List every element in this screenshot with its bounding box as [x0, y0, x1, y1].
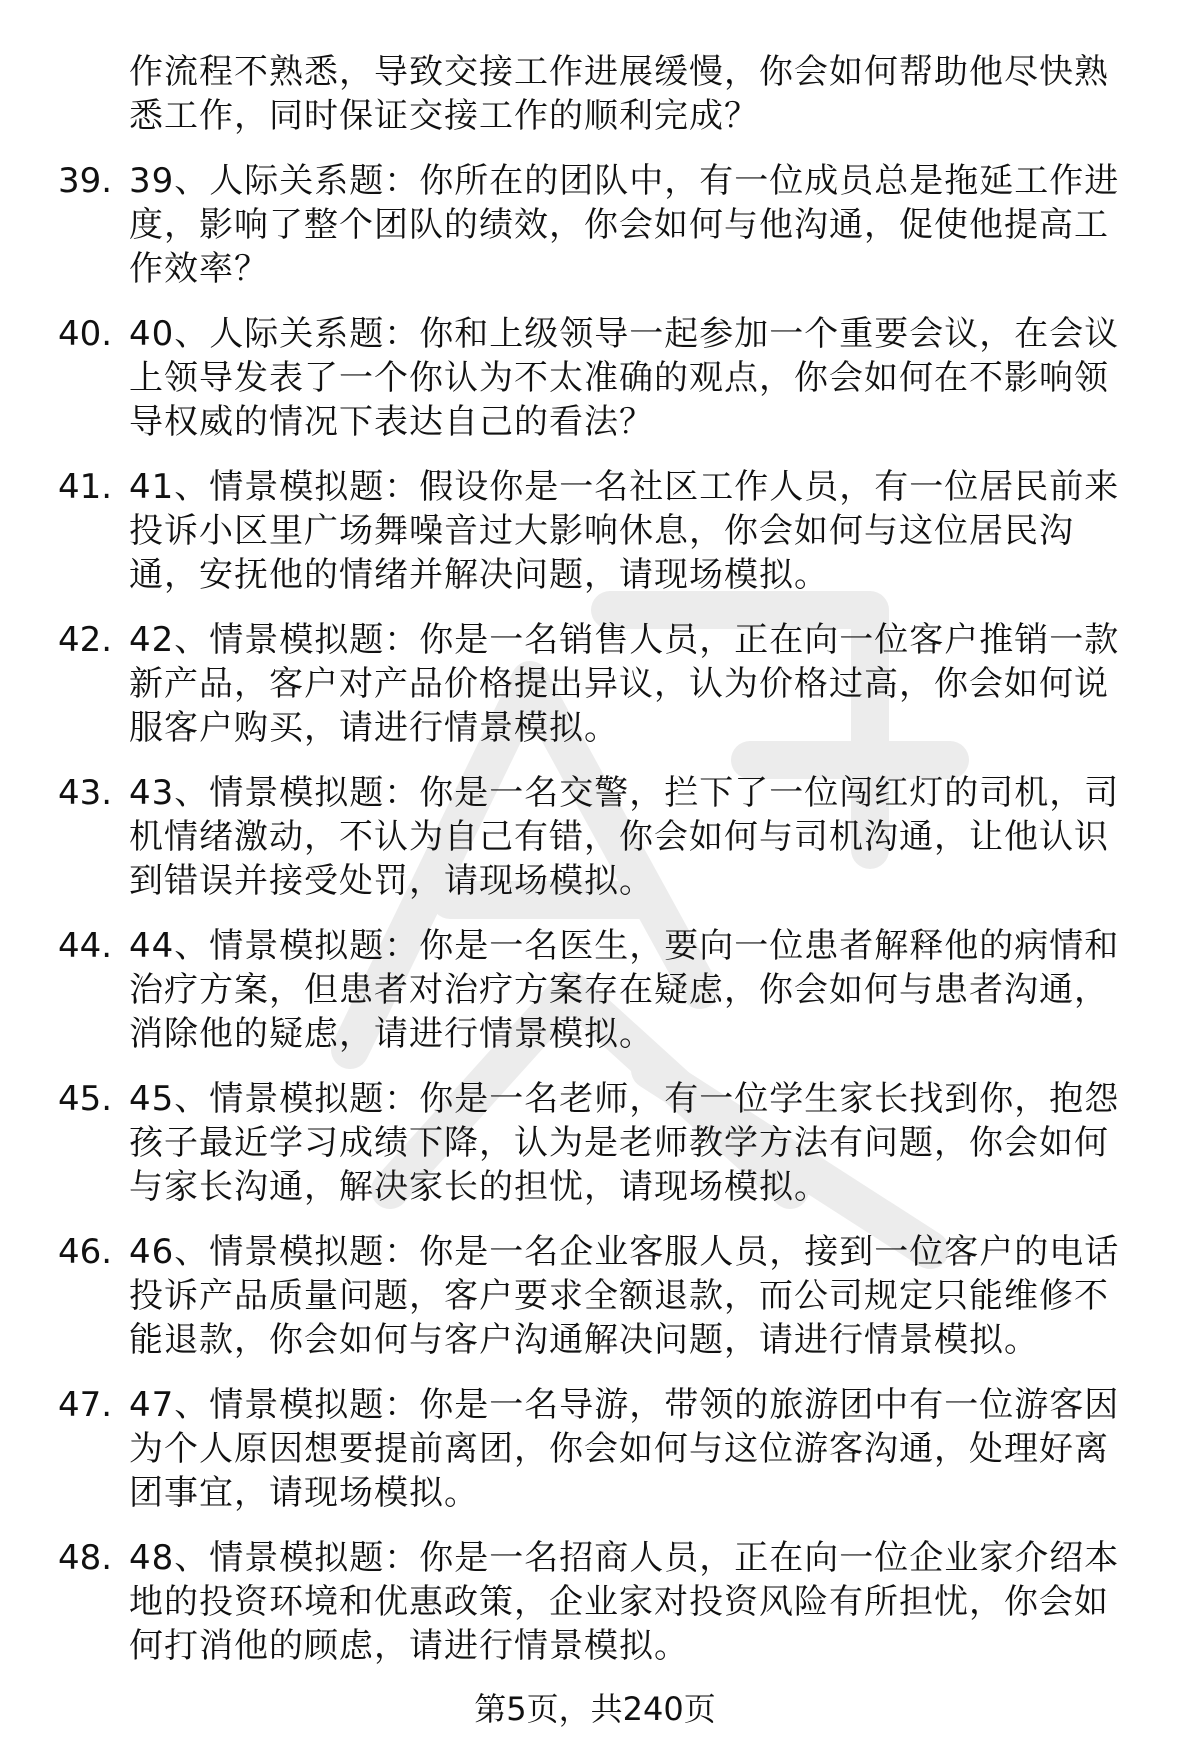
question-list: [58, 159, 1158, 1668]
text-line: 能退款，你会如何与客户沟通解决问题，请进行情景模拟。: [129, 1320, 1039, 1360]
text-line: 44、情景模拟题：你是一名医生，要向一位患者解释他的病情和: [129, 926, 1120, 966]
list-item: [58, 771, 1158, 903]
list-item-number: 46.: [58, 1232, 113, 1272]
list-item-number: 39.: [58, 161, 113, 201]
text-line: 与家长沟通，解决家长的担忧，请现场模拟。: [129, 1167, 829, 1207]
text-line: 新产品，客户对产品价格提出异议，认为价格过高，你会如何说: [129, 664, 1109, 704]
text-line: 通，安抚他的情绪并解决问题，请现场模拟。: [129, 555, 829, 595]
list-item-number: 48.: [58, 1538, 113, 1578]
text-line: 41、情景模拟题：假设你是一名社区工作人员，有一位居民前来: [129, 467, 1120, 507]
list-item-number: 47.: [58, 1385, 113, 1425]
text-line: 46、情景模拟题：你是一名企业客服人员，接到一位客户的电话: [129, 1232, 1120, 1272]
list-item: [58, 159, 1158, 291]
text-line: 48、情景模拟题：你是一名招商人员，正在向一位企业家介绍本: [129, 1538, 1120, 1578]
page-number-footer: 第5页，共240页: [474, 1690, 716, 1728]
document-body: [58, 50, 1158, 1689]
text-line: 团事宜，请现场模拟。: [129, 1473, 479, 1513]
text-line: 40、人际关系题：你和上级领导一起参加一个重要会议，在会议: [129, 314, 1120, 354]
text-line: 到错误并接受处罚，请现场模拟。: [129, 861, 654, 901]
text-line: 消除他的疑虑，请进行情景模拟。: [129, 1014, 654, 1054]
text-line: 何打消他的顾虑，请进行情景模拟。: [129, 1626, 689, 1666]
text-line: 47、情景模拟题：你是一名导游，带领的旅游团中有一位游客因: [129, 1385, 1120, 1425]
list-item: [58, 1230, 1158, 1362]
text-line: 悉工作，同时保证交接工作的顺利完成？: [129, 96, 759, 136]
list-item-number: 43.: [58, 773, 113, 813]
text-line: 42、情景模拟题：你是一名销售人员，正在向一位客户推销一款: [129, 620, 1120, 660]
list-item: [58, 1383, 1158, 1515]
list-item: [58, 924, 1158, 1056]
text-line: 机情绪激动，不认为自己有错，你会如何与司机沟通，让他认识: [129, 817, 1109, 857]
text-line: 投诉产品质量问题，客户要求全额退款，而公司规定只能维修不: [129, 1276, 1109, 1316]
text-line: 作流程不熟悉，导致交接工作进展缓慢，你会如何帮助他尽快熟: [129, 52, 1109, 92]
text-line: 导权威的情况下表达自己的看法？: [129, 402, 654, 442]
text-line: 治疗方案，但患者对治疗方案存在疑虑，你会如何与患者沟通，: [129, 970, 1109, 1010]
list-item-number: 42.: [58, 620, 113, 660]
text-line: 45、情景模拟题：你是一名老师，有一位学生家长找到你，抱怨: [129, 1079, 1120, 1119]
text-line: 39、人际关系题：你所在的团队中，有一位成员总是拖延工作进: [129, 161, 1120, 201]
list-item-number: 44.: [58, 926, 113, 966]
list-item: [58, 312, 1158, 444]
text-line: 地的投资环境和优惠政策，企业家对投资风险有所担忧，你会如: [129, 1582, 1109, 1622]
list-item-number: 45.: [58, 1079, 113, 1119]
continued-paragraph: [58, 50, 1158, 138]
text-line: 上领导发表了一个你认为不太准确的观点，你会如何在不影响领: [129, 358, 1109, 398]
list-item-number: 40.: [58, 314, 113, 354]
list-item: [58, 465, 1158, 597]
text-line: 43、情景模拟题：你是一名交警，拦下了一位闯红灯的司机，司: [129, 773, 1120, 813]
text-line: 服客户购买，请进行情景模拟。: [129, 708, 619, 748]
list-item: [58, 618, 1158, 750]
list-item-number: 41.: [58, 467, 113, 507]
text-line: 度，影响了整个团队的绩效，你会如何与他沟通，促使他提高工: [129, 205, 1109, 245]
list-item: [58, 1077, 1158, 1209]
text-line: 为个人原因想要提前离团，你会如何与这位游客沟通，处理好离: [129, 1429, 1109, 1469]
text-line: 投诉小区里广场舞噪音过大影响休息，你会如何与这位居民沟: [129, 511, 1074, 551]
text-line: 作效率？: [129, 249, 269, 289]
text-line: 孩子最近学习成绩下降，认为是老师教学方法有问题，你会如何: [129, 1123, 1109, 1163]
list-item: [58, 1536, 1158, 1668]
